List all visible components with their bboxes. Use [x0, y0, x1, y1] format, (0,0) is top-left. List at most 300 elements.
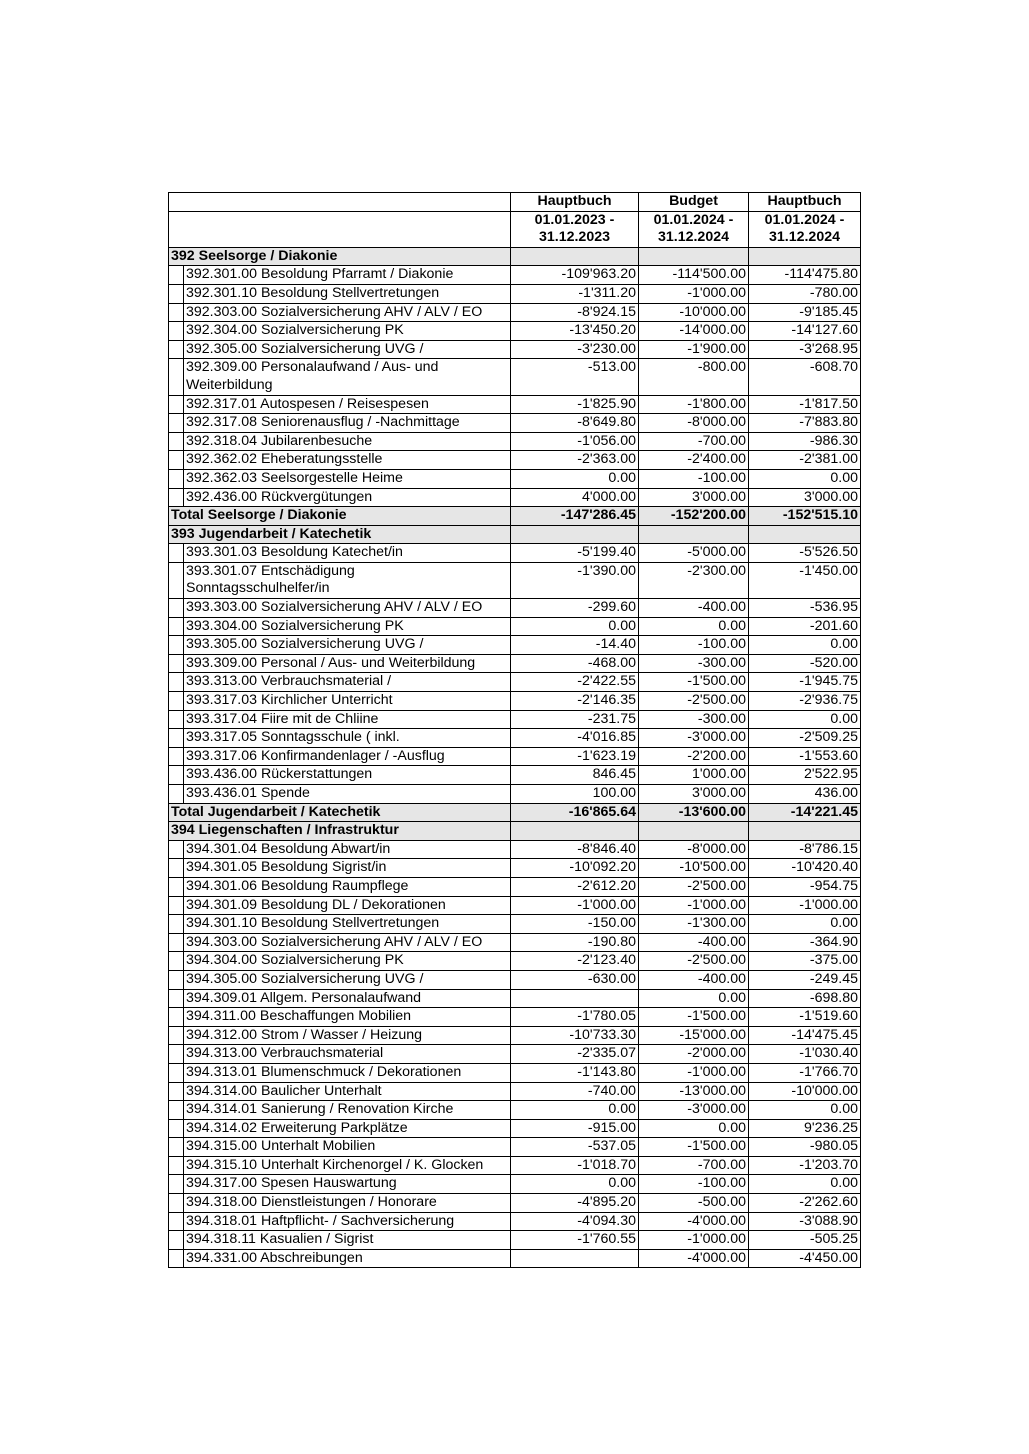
table-row [169, 915, 861, 934]
value-hauptbuch-2024: -2'262.60 [749, 1194, 861, 1213]
value-hauptbuch-2024: -536.95 [749, 599, 861, 618]
account-label [184, 469, 511, 488]
value-hauptbuch-2024: -698.80 [749, 989, 861, 1008]
table-row [169, 1045, 861, 1064]
section-header-row [169, 525, 861, 544]
value-hauptbuch-2023: -5'199.40 [511, 544, 639, 563]
account-label [184, 747, 511, 766]
account-label-line: 394.331.00 Abschreibungen [186, 1249, 363, 1266]
account-label [184, 432, 511, 451]
row-indent [169, 1138, 184, 1157]
row-indent [169, 1212, 184, 1231]
account-label [184, 322, 511, 341]
table-row [169, 1212, 861, 1231]
row-indent [169, 636, 184, 655]
account-label [184, 636, 511, 655]
account-label-line: 394.315.00 Unterhalt Mobilien [186, 1138, 376, 1155]
account-label-line: 393.436.01 Spende [186, 785, 310, 801]
value-budget-2024: -100.00 [639, 469, 749, 488]
row-indent [169, 284, 184, 303]
account-label [184, 1008, 511, 1027]
value-hauptbuch-2024: 0.00 [749, 469, 861, 488]
value-budget-2024: -2'500.00 [639, 877, 749, 896]
row-indent [169, 1119, 184, 1138]
section-cell-empty [639, 247, 749, 266]
row-indent [169, 303, 184, 322]
value-hauptbuch-2024: -10'420.40 [749, 859, 861, 878]
account-label-line: 394.318.11 Kasualien / Sigrist [186, 1231, 374, 1248]
table-row [169, 1194, 861, 1213]
section-cell-empty [511, 247, 639, 266]
value-hauptbuch-2024: -1'030.40 [749, 1045, 861, 1064]
value-hauptbuch-2023: -4'895.20 [511, 1194, 639, 1213]
row-indent [169, 1194, 184, 1213]
account-label [184, 1231, 511, 1250]
section-title: 394 Liegenschaften / Infrastruktur [169, 822, 511, 841]
value-budget-2024: -1'000.00 [639, 896, 749, 915]
header-row-1 [169, 193, 861, 212]
value-budget-2024: -1'000.00 [639, 1231, 749, 1250]
account-label-line: 394.314.02 Erweiterung Parkplätze [186, 1119, 408, 1136]
section-cell-empty [639, 525, 749, 544]
account-label-line: 394.301.09 Besoldung DL / Dekorationen [186, 896, 446, 913]
account-label [184, 1175, 511, 1194]
header-col2-title: Budget [639, 193, 749, 212]
value-hauptbuch-2024: 2'522.95 [749, 766, 861, 785]
table-row [169, 1026, 861, 1045]
account-label-line: 393.301.03 Besoldung Katechet/in [186, 544, 403, 561]
value-hauptbuch-2023: -740.00 [511, 1082, 639, 1101]
account-label-line-2: Weiterbildung [186, 376, 273, 393]
account-label [184, 989, 511, 1008]
table-row [169, 266, 861, 285]
value-hauptbuch-2023: -8'649.80 [511, 414, 639, 433]
account-label [184, 952, 511, 971]
row-indent [169, 952, 184, 971]
table-row [169, 599, 861, 618]
account-label-line: 392.317.01 Autospesen / Reisespesen [186, 395, 429, 412]
value-hauptbuch-2024: 0.00 [749, 1175, 861, 1194]
value-budget-2024: -2'200.00 [639, 747, 749, 766]
total-value-2024: -152'515.10 [749, 507, 861, 526]
row-indent [169, 915, 184, 934]
value-hauptbuch-2024: -114'475.80 [749, 266, 861, 285]
value-hauptbuch-2024: -954.75 [749, 877, 861, 896]
value-budget-2024: -400.00 [639, 599, 749, 618]
row-indent [169, 1008, 184, 1027]
account-label [184, 488, 511, 507]
row-indent [169, 673, 184, 692]
account-label-line: 392.317.08 Seniorenausflug / -Nachmittage [186, 414, 460, 431]
table-row [169, 395, 861, 414]
value-hauptbuch-2023: -14.40 [511, 636, 639, 655]
account-label [184, 1119, 511, 1138]
table-row [169, 636, 861, 655]
value-hauptbuch-2024: -520.00 [749, 654, 861, 673]
account-label-line: 394.313.01 Blumenschmuck / Dekorationen [186, 1063, 462, 1080]
account-label [184, 766, 511, 785]
row-indent [169, 970, 184, 989]
table-row [169, 284, 861, 303]
value-budget-2024: 3'000.00 [639, 785, 749, 804]
account-label [184, 896, 511, 915]
value-hauptbuch-2023: -1'760.55 [511, 1231, 639, 1250]
total-label: Total Jugendarbeit / Katechetik [169, 803, 511, 822]
value-hauptbuch-2024: -9'185.45 [749, 303, 861, 322]
section-cell-empty [749, 247, 861, 266]
value-hauptbuch-2023: -1'825.90 [511, 395, 639, 414]
account-label-line: 394.304.00 Sozialversicherung PK [186, 952, 404, 969]
account-label [184, 284, 511, 303]
header-col1-period-start: 01.01.2023 - [511, 211, 639, 229]
account-label [184, 970, 511, 989]
header-col1-title: Hauptbuch [511, 193, 639, 212]
value-hauptbuch-2023: -150.00 [511, 915, 639, 934]
row-indent [169, 654, 184, 673]
value-budget-2024: -1'500.00 [639, 673, 749, 692]
value-budget-2024: -14'000.00 [639, 322, 749, 341]
total-row [169, 507, 861, 526]
value-hauptbuch-2023: -537.05 [511, 1138, 639, 1157]
value-hauptbuch-2024: 9'236.25 [749, 1119, 861, 1138]
value-hauptbuch-2023: -468.00 [511, 654, 639, 673]
value-budget-2024: -1'000.00 [639, 1063, 749, 1082]
value-budget-2024: -8'000.00 [639, 414, 749, 433]
value-hauptbuch-2024: -14'475.45 [749, 1026, 861, 1045]
value-hauptbuch-2023: 0.00 [511, 1101, 639, 1120]
header-col3-period-end: 31.12.2024 [749, 229, 861, 247]
value-hauptbuch-2023: -1'143.80 [511, 1063, 639, 1082]
table-row [169, 729, 861, 748]
account-label-line: 394.301.05 Besoldung Sigrist/in [186, 859, 387, 876]
value-hauptbuch-2023: -8'846.40 [511, 840, 639, 859]
value-hauptbuch-2023: -1'000.00 [511, 896, 639, 915]
section-title: 392 Seelsorge / Diakonie [169, 247, 511, 266]
account-label-line: 392.304.00 Sozialversicherung PK [186, 322, 404, 339]
account-label [184, 562, 511, 598]
account-label [184, 840, 511, 859]
value-hauptbuch-2024: -7'883.80 [749, 414, 861, 433]
account-label-line: 392.309.00 Personalaufwand / Aus- und [186, 359, 439, 376]
value-budget-2024: -2'500.00 [639, 692, 749, 711]
value-hauptbuch-2023: -13'450.20 [511, 322, 639, 341]
section-cell-empty [511, 822, 639, 841]
value-budget-2024: 0.00 [639, 989, 749, 1008]
section-cell-empty [749, 822, 861, 841]
value-hauptbuch-2023: -3'230.00 [511, 340, 639, 359]
value-hauptbuch-2024: -980.05 [749, 1138, 861, 1157]
row-indent [169, 933, 184, 952]
account-label-line: 392.301.00 Besoldung Pfarramt / Diakonie [186, 266, 454, 283]
value-hauptbuch-2023: -915.00 [511, 1119, 639, 1138]
total-value-2024: -14'221.45 [749, 803, 861, 822]
account-label-line: 392.362.02 Eheberatungsstelle [186, 451, 383, 468]
section-cell-empty [639, 822, 749, 841]
table-row [169, 303, 861, 322]
table-row [169, 1008, 861, 1027]
value-budget-2024: -100.00 [639, 636, 749, 655]
table-row [169, 1138, 861, 1157]
account-label [184, 599, 511, 618]
total-row [169, 803, 861, 822]
table-row [169, 359, 861, 395]
value-budget-2024: -300.00 [639, 654, 749, 673]
account-label-line: 393.317.05 Sonntagsschule ( inkl. [186, 729, 400, 746]
table-row [169, 1156, 861, 1175]
section-header-row [169, 822, 861, 841]
value-hauptbuch-2024: -2'509.25 [749, 729, 861, 748]
value-hauptbuch-2024: 3'000.00 [749, 488, 861, 507]
section-cell-empty [749, 525, 861, 544]
account-label-line: 394.309.01 Allgem. Personalaufwand [186, 989, 422, 1006]
table-row [169, 692, 861, 711]
row-indent [169, 266, 184, 285]
table-row [169, 414, 861, 433]
account-label [184, 785, 511, 804]
row-indent [169, 896, 184, 915]
value-hauptbuch-2024: -505.25 [749, 1231, 861, 1250]
account-label [184, 359, 511, 395]
table-row [169, 952, 861, 971]
header-col1-period-end: 31.12.2023 [511, 229, 639, 247]
account-label [184, 414, 511, 433]
value-budget-2024: -4'000.00 [639, 1249, 749, 1268]
account-label-line: 393.305.00 Sozialversicherung UVG / [186, 636, 424, 653]
total-value-2023: -147'286.45 [511, 507, 639, 526]
account-label-line: 393.304.00 Sozialversicherung PK [186, 617, 404, 634]
value-hauptbuch-2024: 0.00 [749, 1101, 861, 1120]
row-indent [169, 1045, 184, 1064]
value-budget-2024: -100.00 [639, 1175, 749, 1194]
value-hauptbuch-2023: -190.80 [511, 933, 639, 952]
row-indent [169, 747, 184, 766]
value-budget-2024: -15'000.00 [639, 1026, 749, 1045]
value-budget-2024: -114'500.00 [639, 266, 749, 285]
account-label-line: 393.317.04 Fiire mit de Chliine [186, 710, 379, 727]
header-row-2 [169, 211, 861, 229]
value-hauptbuch-2023: 100.00 [511, 785, 639, 804]
table-row [169, 1175, 861, 1194]
value-hauptbuch-2024: -1'519.60 [749, 1008, 861, 1027]
section-cell-empty [511, 525, 639, 544]
value-hauptbuch-2023: -1'056.00 [511, 432, 639, 451]
value-budget-2024: -1'500.00 [639, 1008, 749, 1027]
account-label-line: 392.303.00 Sozialversicherung AHV / ALV / EO [186, 303, 483, 320]
account-label-line: 392.318.04 Jubilarenbesuche [186, 432, 373, 449]
row-indent [169, 599, 184, 618]
value-hauptbuch-2024: -8'786.15 [749, 840, 861, 859]
account-label-line: 392.436.00 Rückvergütungen [186, 488, 373, 505]
account-label [184, 1249, 511, 1268]
value-budget-2024: -500.00 [639, 1194, 749, 1213]
value-hauptbuch-2023 [511, 1249, 639, 1268]
value-hauptbuch-2023: -2'422.55 [511, 673, 639, 692]
account-label [184, 395, 511, 414]
header-col2-period-end: 31.12.2024 [639, 229, 749, 247]
account-label [184, 877, 511, 896]
value-hauptbuch-2023: -630.00 [511, 970, 639, 989]
value-hauptbuch-2024: -3'268.95 [749, 340, 861, 359]
value-hauptbuch-2024: -1'553.60 [749, 747, 861, 766]
table-row [169, 710, 861, 729]
section-header-row [169, 247, 861, 266]
row-indent [169, 488, 184, 507]
account-label-line: 393.313.00 Verbrauchsmaterial / [186, 673, 392, 690]
value-hauptbuch-2023: -4'016.85 [511, 729, 639, 748]
table-row [169, 859, 861, 878]
table-row [169, 989, 861, 1008]
table-row [169, 617, 861, 636]
account-label [184, 1082, 511, 1101]
account-label-line: 394.317.00 Spesen Hauswartung [186, 1175, 397, 1192]
account-label-line: 394.301.06 Besoldung Raumpflege [186, 877, 409, 894]
row-indent [169, 785, 184, 804]
value-hauptbuch-2023 [511, 989, 639, 1008]
row-indent [169, 1101, 184, 1120]
value-budget-2024: -10'500.00 [639, 859, 749, 878]
account-label-line: 394.311.00 Beschaffungen Mobilien [186, 1008, 412, 1025]
value-hauptbuch-2023: -2'612.20 [511, 877, 639, 896]
table-row [169, 1101, 861, 1120]
account-label [184, 451, 511, 470]
account-label [184, 859, 511, 878]
value-hauptbuch-2024: -375.00 [749, 952, 861, 971]
value-budget-2024: 1'000.00 [639, 766, 749, 785]
table-row [169, 322, 861, 341]
value-hauptbuch-2024: -1'766.70 [749, 1063, 861, 1082]
value-hauptbuch-2023: -2'363.00 [511, 451, 639, 470]
account-label-line: 394.301.10 Besoldung Stellvertretungen [186, 915, 440, 932]
table-row [169, 1082, 861, 1101]
value-hauptbuch-2023: -513.00 [511, 359, 639, 395]
table-row [169, 451, 861, 470]
value-budget-2024: -3'000.00 [639, 1101, 749, 1120]
value-hauptbuch-2024: -2'936.75 [749, 692, 861, 711]
header-blank [169, 229, 511, 247]
value-hauptbuch-2024: 0.00 [749, 710, 861, 729]
value-hauptbuch-2024: -2'381.00 [749, 451, 861, 470]
account-label-line: 393.436.00 Rückerstattungen [186, 766, 373, 783]
table-row [169, 840, 861, 859]
value-budget-2024: -700.00 [639, 432, 749, 451]
account-label [184, 1212, 511, 1231]
value-budget-2024: -1'900.00 [639, 340, 749, 359]
table-row [169, 488, 861, 507]
row-indent [169, 562, 184, 598]
value-budget-2024: -1'300.00 [639, 915, 749, 934]
header-blank [169, 193, 511, 212]
row-indent [169, 1063, 184, 1082]
account-label-line: 394.305.00 Sozialversicherung UVG / [186, 970, 424, 987]
account-label [184, 1156, 511, 1175]
account-label [184, 1138, 511, 1157]
table-body [169, 247, 861, 1268]
table-row [169, 469, 861, 488]
value-hauptbuch-2023: 846.45 [511, 766, 639, 785]
value-hauptbuch-2023: -1'390.00 [511, 562, 639, 598]
account-label-line: 393.309.00 Personal / Aus- und Weiterbildung [186, 654, 476, 671]
table-row [169, 1249, 861, 1268]
value-hauptbuch-2024: -201.60 [749, 617, 861, 636]
value-hauptbuch-2023: -8'924.15 [511, 303, 639, 322]
table-row [169, 1063, 861, 1082]
account-label-line: 394.313.00 Verbrauchsmaterial [186, 1045, 384, 1062]
header-col3-period-start: 01.01.2024 - [749, 211, 861, 229]
value-budget-2024: -700.00 [639, 1156, 749, 1175]
value-hauptbuch-2023: -10'733.30 [511, 1026, 639, 1045]
account-label [184, 710, 511, 729]
account-label [184, 673, 511, 692]
value-hauptbuch-2024: -780.00 [749, 284, 861, 303]
table-row [169, 544, 861, 563]
table-row [169, 933, 861, 952]
account-label-line: 394.315.10 Unterhalt Kirchenorgel / K. Glocken [186, 1156, 484, 1173]
account-label [184, 340, 511, 359]
account-label [184, 933, 511, 952]
value-budget-2024: -2'400.00 [639, 451, 749, 470]
account-label-line: 392.301.10 Besoldung Stellvertretungen [186, 284, 440, 301]
row-indent [169, 840, 184, 859]
value-hauptbuch-2023: -2'123.40 [511, 952, 639, 971]
account-label-line: 394.318.01 Haftpflicht- / Sachversicherung [186, 1212, 455, 1229]
table-row [169, 562, 861, 598]
total-value-2023: -16'865.64 [511, 803, 639, 822]
value-budget-2024: 0.00 [639, 617, 749, 636]
section-title: 393 Jugendarbeit / Katechetik [169, 525, 511, 544]
account-label [184, 544, 511, 563]
value-budget-2024: -2'000.00 [639, 1045, 749, 1064]
value-budget-2024: -1'000.00 [639, 284, 749, 303]
row-indent [169, 340, 184, 359]
value-hauptbuch-2023: 0.00 [511, 617, 639, 636]
value-hauptbuch-2024: -1'450.00 [749, 562, 861, 598]
value-hauptbuch-2023: 0.00 [511, 469, 639, 488]
header-blank [169, 211, 511, 229]
account-label-line: 392.362.03 Seelsorgestelle Heime [186, 469, 403, 486]
value-hauptbuch-2024: -1'945.75 [749, 673, 861, 692]
value-budget-2024: -800.00 [639, 359, 749, 395]
account-label [184, 303, 511, 322]
value-hauptbuch-2024: 0.00 [749, 915, 861, 934]
table-row [169, 970, 861, 989]
value-hauptbuch-2023: -2'335.07 [511, 1045, 639, 1064]
row-indent [169, 859, 184, 878]
value-hauptbuch-2023: -4'094.30 [511, 1212, 639, 1231]
row-indent [169, 395, 184, 414]
total-value-budget-2024: -152'200.00 [639, 507, 749, 526]
row-indent [169, 1175, 184, 1194]
table-row [169, 1231, 861, 1250]
account-label-line: 394.314.00 Baulicher Unterhalt [186, 1082, 382, 1099]
value-budget-2024: -2'300.00 [639, 562, 749, 598]
account-label-line: 393.301.07 Entschädigung [186, 562, 355, 579]
table-row [169, 673, 861, 692]
table-row [169, 766, 861, 785]
row-indent [169, 359, 184, 395]
account-label-line: 394.318.00 Dienstleistungen / Honorare [186, 1194, 437, 1211]
row-indent [169, 766, 184, 785]
row-indent [169, 617, 184, 636]
account-label-line: 393.317.06 Konfirmandenlager / -Ausflug [186, 747, 445, 764]
account-label [184, 266, 511, 285]
row-indent [169, 692, 184, 711]
table-row [169, 1119, 861, 1138]
table-row [169, 654, 861, 673]
value-budget-2024: -300.00 [639, 710, 749, 729]
value-budget-2024: -13'000.00 [639, 1082, 749, 1101]
value-budget-2024: -1'800.00 [639, 395, 749, 414]
account-label [184, 617, 511, 636]
